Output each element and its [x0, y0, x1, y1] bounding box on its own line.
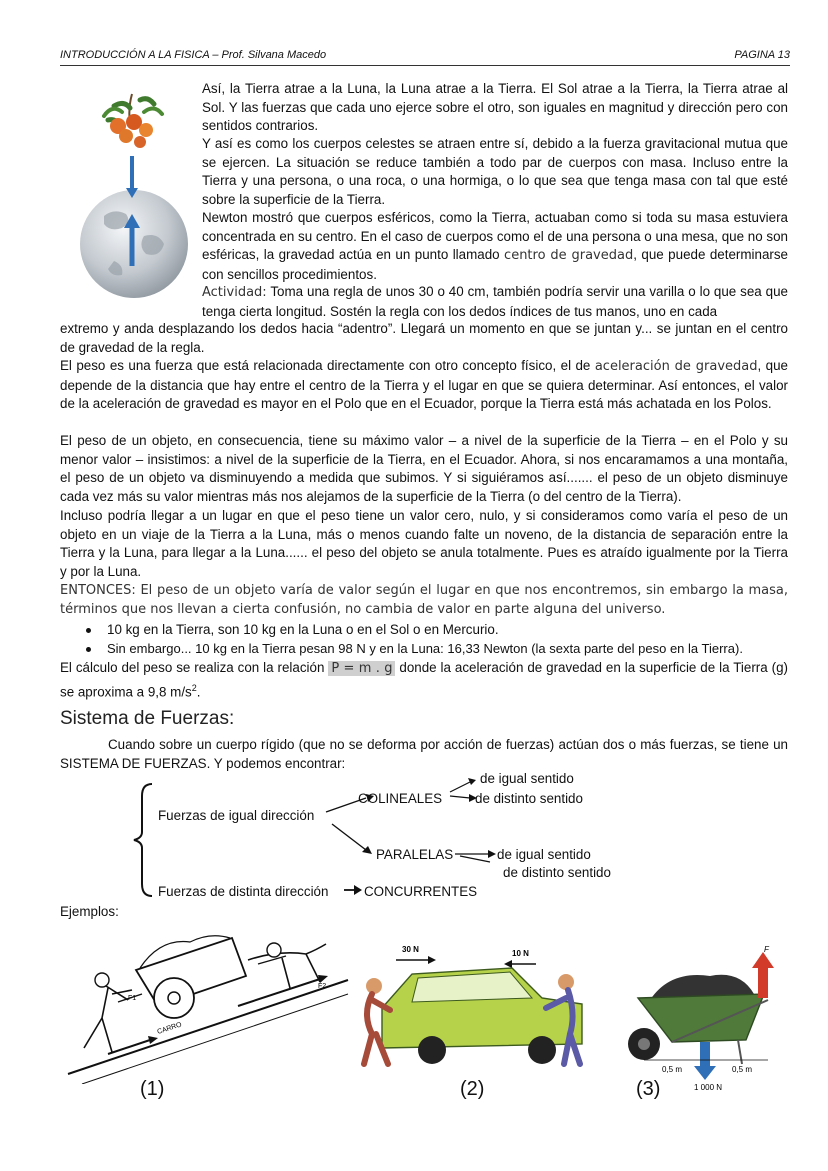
force-10n-label: 10 N: [512, 949, 529, 958]
colineales-igual-sentido: de igual sentido: [480, 771, 574, 786]
person-pushing-icon: [95, 973, 109, 987]
paragraph-6: El peso de un objeto, en consecuencia, tiene su máximo valor – a nivel de la superficie de la Tierra – en el Polo y su menor valor – insistimos: a nivel de la superficie de la Tierra, en el Ecuador. Ahora, si nos encaramamos a una montaña, el peso de un objeto va disminuyendo a medida que subimos. Y si siguiéramos así....... el peso de un objeto disminuye cada vez más su valor mientras más nos alejamos de la superficie de la Tierra (o del centro de la Tierra).: [60, 433, 788, 504]
example-3-wheelbarrow-illustration: [618, 944, 794, 1092]
distance-1-label: 0,5 m: [662, 1065, 683, 1074]
paragraph-5-text-c: , que depende de la distancia que hay entre el centro de la Tierra y el lugar en que se quiera determinar. Así entonces, el valor de la aceleración de gravedad es mayor en el Polo que en el Ecuador, porque la Tierra está más achatada en los Polos.: [60, 358, 789, 411]
paragraph-4: [202, 283, 788, 321]
colineales-distinto-sentido: de distinto sentido: [475, 791, 583, 806]
force-f2-label: F2: [318, 983, 327, 990]
paralelas-label: PARALELAS: [376, 847, 454, 862]
colineales-label: COLINEALES: [358, 791, 443, 806]
paragraph-3: [202, 209, 788, 284]
paragraph-9-text-c: donde la aceleración de gravedad en la superficie de la Tierra (g) se aproxima a 9,8 m/s: [60, 660, 788, 699]
cart-wheel-icon: [154, 978, 194, 1018]
igual-direccion-label: Fuerzas de igual dirección: [158, 808, 315, 823]
term-centro-de-gravedad: centro de gravedad: [504, 248, 634, 263]
ejemplos-label: Ejemplos:: [60, 904, 119, 919]
paragraph-9: [60, 659, 788, 701]
paralelas-igual-sentido: de igual sentido: [497, 847, 591, 862]
section-title: Sistema de Fuerzas:: [60, 708, 235, 729]
paragraph-2: Y así es como los cuerpos celestes se atraen entre sí, debido a la fuerza gravitacional mutua que se ejercen. La situación se reduce también a todo par de cuerpos con masa. Incluso entre la Tierra y una persona, o una roca, o una hormiga, o lo que sea que tenga masa con tal que esté sobre la superficie de la Tierra.: [202, 136, 788, 207]
paragraph-4-continued: extremo y anda desplazando los dedos hacia “adentro”. Llegará un momento en que se juntan y... se juntan en el centro de gravedad de la regla.: [60, 321, 788, 355]
paragraph-3-text-c: , que puede determinarse con sencillos procedimientos.: [202, 247, 789, 282]
exponent: 2: [191, 682, 197, 693]
page-number: PAGINA 13: [734, 49, 790, 61]
bullet-text-1: 10 kg en la Tierra, son 10 kg en la Luna o en el Sol o en Mercurio.: [107, 622, 499, 637]
paragraph-9-text-a: El cálculo del peso se realiza con la relación: [60, 660, 329, 675]
example-1-caption: (1): [140, 1078, 165, 1100]
paragraph-3-text-a: Newton mostró que cuerpos esféricos, como la Tierra, actuaban como si toda su masa estuviera concentrada en su centro. En el caso de cuerpos como el de una persona o una mesa, que no son esféricas, la gravedad actúa en un punto llamado: [202, 210, 788, 262]
distance-2-label: 0,5 m: [732, 1065, 753, 1074]
paragraph-7: Incluso podría llegar a un lugar en que el peso tiene un valor cero, nulo, y si consideramos como varía el peso de un objeto en un viaje de la Tierra a la Luna, más o menos cuando falte un noveno, de la distancia de separación entre la Tierra y la Luna, para llegar a la Luna...... el peso del objeto se anula totalmente. Pues es atraído igualmente por la Tierra y por la Luna.: [60, 508, 788, 579]
person-left-icon: [366, 978, 382, 994]
paragraph-10: Cuando sobre un cuerpo rígido (que no se deforma por acción de fuerzas) actúan dos o más fuerzas, se tiene un SISTEMA DE FUERZAS. Y podemos encontrar:: [60, 737, 788, 771]
paralelas-distinto-sentido: de distinto sentido: [503, 865, 611, 880]
paragraph-5-text-a: El peso es una fuerza que está relacionada directamente con otro concepto físico, el de: [60, 358, 595, 373]
carro-label: CARRO: [156, 1021, 183, 1036]
term-aceleracion-de-gravedad: aceleración de gravedad: [594, 359, 758, 374]
paragraph-1: Así, la Tierra atrae a la Luna, la Luna atrae a la Tierra. El Sol atrae a la Tierra, la Tierra atrae al Sol. Y las fuerzas que cada uno ejerce sobre el otro, son iguales en magnitud y dirección pero con sentidos contrarios.: [202, 81, 788, 133]
example-2-car-illustration: [352, 938, 600, 1074]
header-title: INTRODUCCIÓN A LA FISICA – Prof. Silvana Macedo: [60, 49, 327, 61]
bullet-text-2: Sin embargo... 10 kg en la Tierra pesan 98 N y en la Luna: 16,33 Newton (la sexta parte del peso en la Tierra).: [107, 641, 743, 656]
example-1-cart-illustration: [62, 924, 352, 1084]
force-f-label: F: [764, 945, 769, 954]
weight-label: 1 000 N: [694, 1083, 723, 1092]
force-30n-label: 30 N: [402, 945, 419, 954]
person-pulling-icon: [267, 943, 281, 957]
paragraph-8: ENTONCES: El peso de un objeto varía de valor según el lugar en que nos encontremos, sin embargo la masa, términos que nos llevan a cierta confusión, no cambia de valor en parte alguna del universo.: [60, 583, 788, 617]
example-3-caption: (3): [636, 1078, 661, 1100]
paragraph-4-text-b: Toma una regla de unos 30 o 40 cm, también podría servir una varilla o lo que sea que tenga cierta longitud. Sostén la regla con los dedos índices de tus manos, uno en cada: [202, 284, 788, 319]
paragraph-5: [60, 357, 788, 414]
car-wheel-icon: [418, 1036, 446, 1064]
earth-gravity-illustration: [74, 86, 196, 306]
weight-formula: P = m . g: [328, 661, 395, 676]
page-header: [60, 47, 790, 66]
actividad-label: Actividad:: [202, 285, 267, 300]
concurrentes-label: CONCURRENTES: [364, 884, 478, 899]
example-2-caption: (2): [460, 1078, 485, 1100]
force-f1-label: F1: [128, 995, 137, 1002]
person-right-icon: [558, 974, 574, 990]
paragraph-9-end: .: [196, 683, 201, 699]
distinta-direccion-label: Fuerzas de distinta dirección: [158, 884, 329, 899]
